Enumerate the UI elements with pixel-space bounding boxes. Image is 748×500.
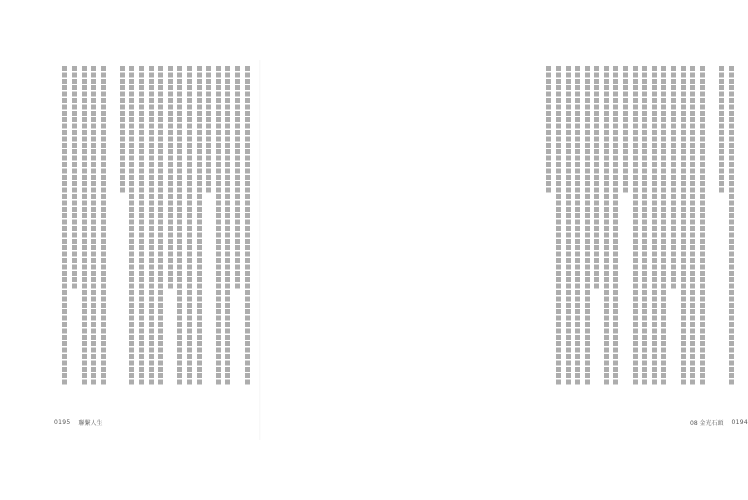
text-column: [575, 66, 580, 386]
text-column: [72, 66, 77, 290]
text-column: [671, 66, 676, 290]
text-column: [82, 66, 87, 386]
running-head: 聯繫人生: [78, 420, 103, 427]
text-column: [633, 66, 638, 386]
text-column: [623, 66, 628, 194]
text-column: [546, 66, 551, 194]
right-page: [260, 0, 748, 500]
text-column: [556, 66, 561, 386]
text-column: [729, 66, 734, 386]
left-page-footer: [54, 418, 103, 427]
text-column: [652, 66, 657, 386]
text-column: [225, 66, 230, 386]
text-column: [709, 66, 714, 386]
text-column: [566, 66, 571, 386]
text-column: [604, 66, 609, 386]
text-column: [613, 66, 618, 386]
text-column: [62, 66, 67, 386]
text-column: [661, 66, 666, 386]
text-column: [235, 66, 240, 290]
text-column: [129, 66, 134, 386]
text-column: [168, 66, 173, 290]
text-column: [245, 66, 250, 386]
text-column: [110, 66, 115, 386]
text-column: [177, 66, 182, 386]
left-page: [0, 0, 260, 500]
text-column: [216, 66, 221, 386]
text-column: [719, 66, 724, 194]
right-page-body-text: [528, 66, 734, 386]
text-column: [158, 66, 163, 386]
text-column: [681, 66, 686, 386]
text-column: [594, 66, 599, 290]
text-column: [642, 66, 647, 386]
page-number: 0195: [54, 419, 71, 426]
text-column: [91, 66, 96, 386]
text-column: [120, 66, 125, 194]
right-page-footer: [690, 418, 748, 427]
text-column: [197, 66, 202, 386]
running-head: 08 金光石頭: [690, 420, 724, 427]
text-column: [187, 66, 192, 386]
text-column: [206, 66, 211, 194]
page-number: 0194: [731, 419, 748, 426]
text-column: [149, 66, 154, 386]
text-column: [690, 66, 695, 386]
text-column: [700, 66, 705, 386]
text-column: [101, 66, 106, 386]
left-page-body-text: [52, 66, 250, 386]
text-column: [585, 66, 590, 386]
text-column: [139, 66, 144, 386]
